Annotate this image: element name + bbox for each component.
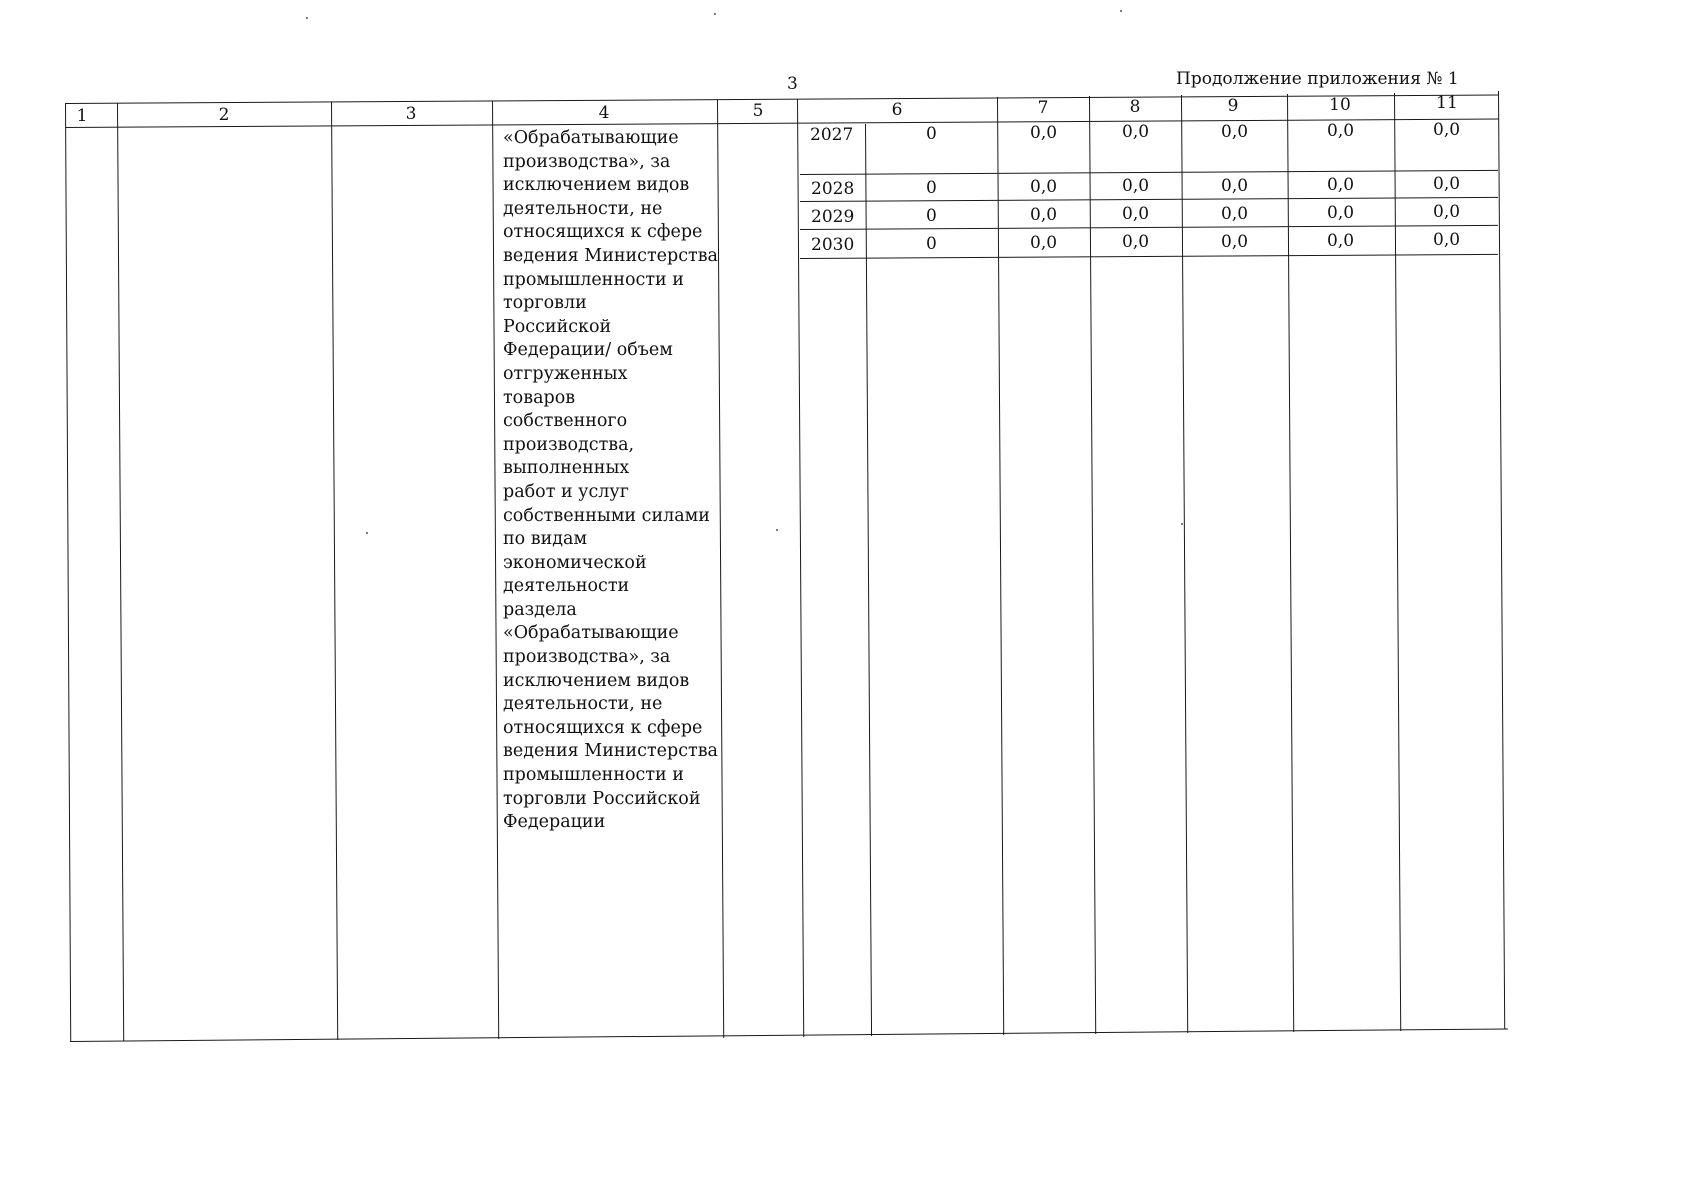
value-cell: 0,0: [1433, 202, 1461, 222]
col-border-left: [65, 104, 71, 1042]
value-cell: 0,0: [1030, 205, 1058, 225]
value-cell: 0,0: [1221, 176, 1249, 196]
col-border-8-9: [1181, 95, 1188, 1033]
row-separator-2027: [800, 170, 1498, 175]
value-cell: 0,0: [1327, 121, 1355, 141]
year-cell: 2029: [811, 207, 855, 227]
col-border-10-11: [1394, 93, 1401, 1031]
scan-speck: [1181, 523, 1183, 525]
scan-speck: [1120, 10, 1122, 12]
value-cell: 0,0: [1030, 123, 1058, 143]
value-cell: 0: [926, 124, 937, 144]
value-cell: 0,0: [1433, 230, 1461, 250]
value-cell: 0,0: [1327, 175, 1355, 195]
value-cell: 0: [926, 178, 937, 198]
column-header-5: 5: [752, 101, 764, 121]
value-cell: 0: [926, 234, 937, 254]
value-cell: 0,0: [1327, 203, 1355, 223]
page-number: 3: [787, 74, 798, 94]
row-separator-2028: [800, 197, 1498, 202]
column-header-6: 6: [891, 100, 903, 120]
col-border-6-7: [997, 97, 1004, 1035]
column-header-7: 7: [1037, 98, 1049, 118]
year-cell: 2030: [811, 235, 855, 255]
row-separator-2029: [800, 225, 1498, 230]
value-cell: 0,0: [1221, 204, 1249, 224]
header-bottom-border: [66, 118, 1499, 128]
value-cell: 0,0: [1433, 120, 1461, 140]
year-cell: 2027: [810, 125, 854, 145]
scan-speck: [306, 17, 308, 19]
column-header-9: 9: [1227, 96, 1239, 116]
column-header-10: 10: [1329, 95, 1351, 115]
col-border-2-3: [331, 102, 338, 1040]
column-header-1: 1: [76, 106, 88, 126]
appendix-continuation-label: Продолжение приложения № 1: [1176, 69, 1459, 89]
col-border-7-8: [1089, 96, 1096, 1034]
column-header-11: 11: [1436, 93, 1458, 113]
col-border-1-2: [117, 103, 124, 1041]
column-header-2: 2: [218, 105, 230, 125]
value-cell: 0,0: [1221, 232, 1249, 252]
value-cell: 0,0: [1122, 176, 1150, 196]
col-border-5-6: [797, 99, 804, 1037]
scan-speck: [366, 532, 368, 534]
value-cell: 0,0: [1327, 231, 1355, 251]
column-header-8: 8: [1129, 97, 1141, 117]
value-cell: 0,0: [1122, 122, 1150, 142]
col-border-right: [1498, 91, 1505, 1029]
row-separator-2030: [800, 254, 1498, 259]
col-border-9-10: [1287, 94, 1294, 1032]
value-cell: 0,0: [1433, 174, 1461, 194]
col-border-3-4: [492, 101, 499, 1039]
value-cell: 0,0: [1030, 177, 1058, 197]
year-subcolumn-border: [865, 124, 872, 1036]
value-cell: 0,0: [1122, 232, 1150, 252]
column-header-3: 3: [405, 104, 417, 124]
value-cell: 0: [926, 206, 937, 226]
value-cell: 0,0: [1122, 204, 1150, 224]
value-cell: 0,0: [1221, 122, 1249, 142]
year-cell: 2028: [811, 179, 855, 199]
scan-speck: [776, 529, 778, 531]
table-top-border: [65, 94, 1498, 104]
column-header-4: 4: [598, 103, 610, 123]
value-cell: 0,0: [1030, 233, 1058, 253]
indicator-description: «Обрабатывающие производства», за исключением видов деятельности, не относящихся к сфере ведения Министерства промышленности и торговли Российской Федерации/ объем отгруженных товаров собственного производства, выполненных работ и услуг собственными силами по видам экономической деятельности раздела «Обрабатывающие производства», за исключением видов деятельности, не относящихся к сфере ведения Министерства промышленности и торговли Российской Федерации: [503, 128, 718, 833]
scan-speck: [714, 13, 716, 15]
